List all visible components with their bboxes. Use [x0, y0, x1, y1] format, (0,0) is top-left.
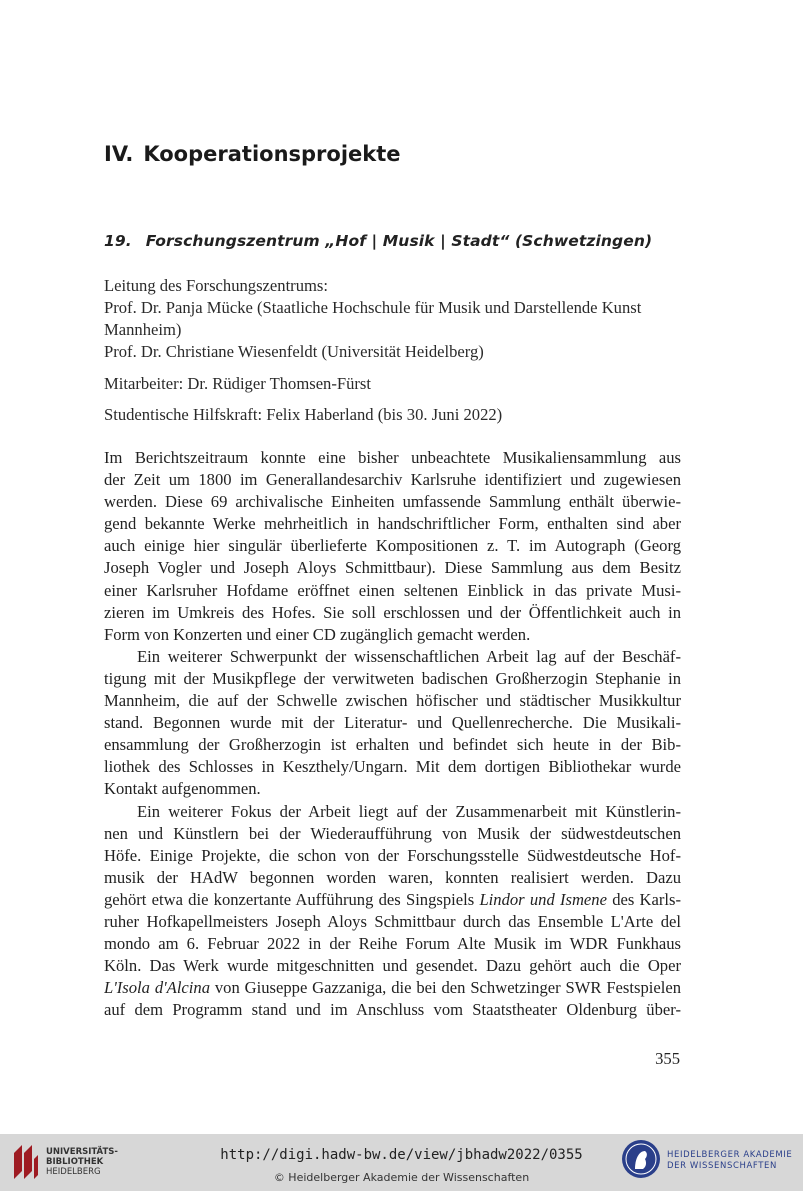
mitarbeiter-line [104, 373, 681, 395]
section-heading [104, 232, 652, 250]
body-line: Ein weiterer Fokus der Arbeit liegt auf der Zusammenarbeit mit Künstlerin- [137, 801, 681, 821]
section-title: Forschungszentrum „Hof | Musik | Stadt“ (Schwetzingen) [145, 232, 653, 250]
body-line: zieren im Umkreis des Hofes. Sie soll erschlossen und der Öffentlichkeit auch in [104, 602, 681, 622]
leitung-person1-line2: Mannheim) [104, 320, 182, 339]
body-line: Kontakt aufgenommen. [104, 779, 261, 799]
body-line: stand. Begonnen wurde mit der Literatur- und Quellenrecherche. Die Musikali- [104, 713, 681, 733]
body-line: gend bekannte Werke mehrheitlich in handschriftlicher Form, enthalten sind aber [104, 514, 681, 534]
chapter-number: IV. [104, 142, 134, 166]
hilfskraft-text: Studentische Hilfskraft: Felix Haberland (bis 30. Juni 2022) [104, 405, 503, 424]
body-line: mondo am 6. Februar 2022 in der Reihe Forum Alte Musik im WDR Funkhaus [104, 934, 681, 954]
chapter-heading [104, 142, 401, 166]
leitung-person1-line1: Prof. Dr. Panja Mücke (Staatliche Hochschule für Musik und Darstellende Kunst [104, 298, 642, 317]
hilfskraft-line [104, 404, 681, 426]
copyright-text: © Heidelberger Akademie der Wissenschaften [273, 1171, 530, 1184]
body-line: Köln. Das Werk wurde mitgeschnitten und gesendet. Dazu gehört auch die Oper [104, 956, 681, 976]
body-line: Im Berichtszeitraum konnte eine bisher unbeachtete Musikaliensammlung aus [104, 448, 681, 467]
body-line: ensammlung der Großherzogin ist erhalten und befindet sich heute in der Bib- [104, 735, 681, 755]
body-line: liothek des Schlosses in Keszthely/Ungarn. Mit dem dortigen Bibliothekar wurde [104, 757, 681, 777]
academy-label [667, 1150, 792, 1172]
body-line: der Zeit um 1800 im Generallandesarchiv Karlsruhe identifiziert und zugewiesen [104, 470, 681, 490]
section-number: 19. [104, 232, 132, 250]
body-line-part: von Giuseppe Gazzaniga, die bei den Schwetzinger SWR Festspielen [210, 978, 681, 998]
body-line-part: des Karls- [606, 889, 681, 909]
ub-line3: HEIDELBERG [46, 1167, 101, 1177]
body-line: auf dem Programm stand und im Anschluss vom Staatstheater Oldenburg über- [104, 1000, 681, 1020]
body-line: Joseph Vogler und Joseph Aloys Schmittbaur). Diese Sammlung aus dem Besitz [104, 558, 681, 578]
body-line [104, 977, 681, 999]
work-title-alcina: L'Isola d'Alcina [104, 978, 210, 998]
hadw-line2: DER WISSENSCHAFTEN [667, 1161, 777, 1171]
leitung-person2: Prof. Dr. Christiane Wiesenfeldt (Universität Heidelberg) [104, 342, 484, 361]
body-line: tigung mit der Musikpflege der verwitweten badischen Großherzogin Stephanie in [104, 668, 681, 688]
body-line: Höfe. Einige Projekte, die schon von der Forschungsstelle Südwestdeutsche Hof- [104, 845, 681, 865]
page-url-link[interactable]: http://digi.hadw-bw.de/view/jbhadw2022/0355 [220, 1147, 583, 1163]
mitarbeiter-text: Mitarbeiter: Dr. Rüdiger Thomsen-Fürst [104, 374, 371, 393]
ub-line2: BIBLIOTHEK [46, 1157, 104, 1167]
work-title-lindor: Lindor und Ismene [479, 889, 607, 909]
body-line [104, 889, 681, 911]
body-line: musik der HAdW begonnen worden waren, konnten realisiert werden. Dazu [104, 867, 681, 887]
page-number: 355 [655, 1049, 680, 1068]
hadw-line1: HEIDELBERGER AKADEMIE [667, 1150, 793, 1160]
body-line: auch einige hier singulär überlieferte Kompositionen z. T. im Autograph (Georg [104, 536, 681, 556]
leitung-block [104, 275, 681, 363]
leitung-label: Leitung des Forschungszentrums: [104, 276, 328, 295]
body-line: werden. Diese 69 archivalische Einheiten umfassende Sammlung enthält überwie- [104, 492, 681, 512]
body-line: Ein weiterer Schwerpunkt der wissenschaftlichen Arbeit lag auf der Beschäf- [137, 646, 681, 666]
body-line-part: gehört etwa die konzertante Aufführung des Singspiels [104, 889, 480, 909]
body-line: nen und Künstlern bei der Wiederaufführung von Musik der südwestdeutschen [104, 823, 681, 843]
body-line: Mannheim, die auf der Schwelle zwischen höfischer und städtischer Musikkultur [104, 691, 681, 711]
body-text [104, 447, 681, 1021]
ub-line1: UNIVERSITÄTS- [46, 1147, 118, 1157]
chapter-title: Kooperationsprojekte [143, 142, 401, 166]
academy-seal-icon [621, 1139, 661, 1179]
body-line: Form von Konzerten und einer CD zugänglich gemacht werden. [104, 624, 531, 644]
body-line: einer Karlsruher Hofdame eröffnet einen seltenen Einblick in das private Musi- [104, 580, 681, 600]
body-line: ruher Hofkapellmeisters Joseph Aloys Schmittbaur durch das Ensemble L'Arte del [104, 911, 681, 931]
